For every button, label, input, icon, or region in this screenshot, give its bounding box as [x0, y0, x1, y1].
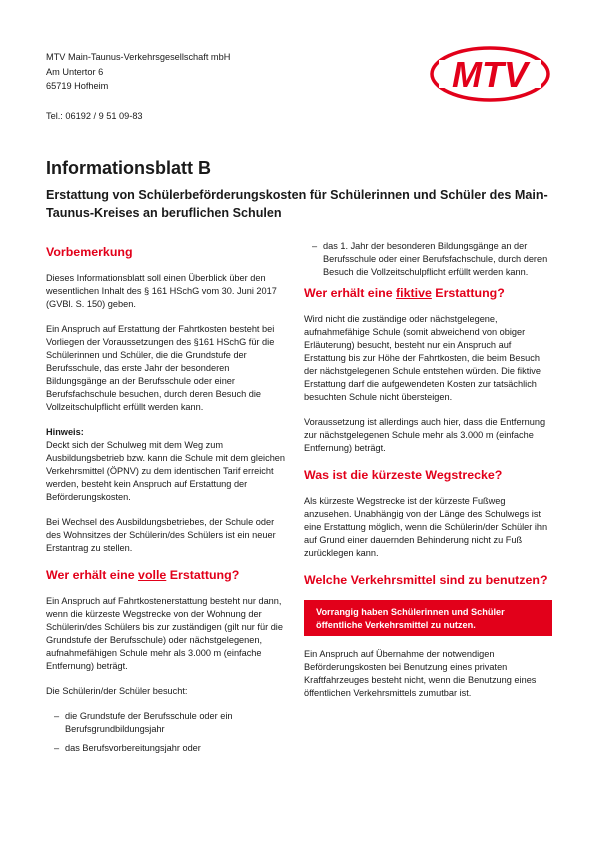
wegstrecke-paragraph: Als kürzeste Wegstrecke ist der kürzeste Fußweg anzusehen. Unabhängig von der Länge des Schulwegs ist eine Erstattung möglich, wenn die Schülerin/der Schüler ihn auf Grund einer dauernden Behinderung nicht zu Fuß zurücklegen kann.: [304, 496, 548, 558]
wechsel-paragraph: Bei Wechsel des Ausbildungsbetriebes, der Schule oder des Wohnsitzes der Schülerin/des Schülers ist ein neuer Erstantrag zu stellen.: [46, 517, 276, 553]
logo-text: MTV: [452, 54, 528, 95]
mtv-logo: [429, 45, 551, 103]
document-subtitle: Erstattung von Schülerbeförderungskosten für Schülerinnen und Schüler des Main-Taunus-Kreises an beruflichen Schulen: [46, 188, 548, 220]
hinweis-label: Hinweis:: [46, 427, 84, 437]
fahrtkosten-paragraph: Ein Anspruch auf Fahrtkostenerstattung besteht nur dann, wenn die kürzeste Wegstrecke von der Wohnung der Schülerin/des Schülers bis zur zuständigen (gilt nur für die Grundstufe der Berufsschule) oder nächstgelegenen, aufnahmefähigen Schule mehr als 3.000 m (einfache Entfernung) beträgt.: [46, 596, 283, 671]
besucht-paragraph: Die Schülerin/der Schüler besucht:: [46, 686, 188, 696]
left-column: [46, 244, 291, 761]
verkehrsmittel-heading: Welche Verkehrsmittel sind zu benutzen?: [304, 573, 548, 587]
anspruch-paragraph: Ein Anspruch auf Erstattung der Fahrtkosten besteht bei Vorliegen der Voraussetzungen des §161 HSchG für die Schülerinnen und Schüler, die die Grundstufe der Berufsschule, das erste Jahr der besonderen Bildungsgänge an der Berufsschule oder einer Berufsfachschule besuchen, durch deren Besuch die Vollzeitschulpflicht erfüllt werden kann.: [46, 324, 275, 412]
fiktive-word: fiktive: [396, 286, 432, 300]
right-column: [304, 240, 552, 712]
company-name: MTV Main-Taunus-Verkehrsgesellschaft mbH: [46, 52, 231, 62]
volle-pre: Wer erhält eine: [46, 568, 139, 582]
document-title: Informationsblatt B: [46, 158, 211, 178]
intro-paragraph: Dieses Informationsblatt soll einen Überblick über den wesentlichen Inhalt des § 161 HSchG vom 30. Juni 2017 (GVBl. S. 150) geben.: [46, 273, 277, 309]
kuerzeste-wegstrecke-heading: Was ist die kürzeste Wegstrecke?: [304, 468, 503, 482]
fiktive-paragraph: Wird nicht die zuständige oder nächstgelegene, aufnahmefähige Schule (somit abweichend von obiger Erläuterung) besucht, besteht nur ein Anspruch auf Erstattung bis zur Höhe der Fahrtkosten, die beim Besuch der nächstgelegenen Schule entstehen würden. Die fiktive Erstattung darf die aufgewendeten Kosten zur tatsächlich besuchten Schule nicht übersteigen.: [304, 314, 541, 402]
sender-address: [46, 50, 230, 123]
kraftfahrzeug-paragraph: Ein Anspruch auf Übernahme der notwendigen Beförderungskosten bei Benutzung eines privaten Kraftfahrzeuges besteht nicht, wenn die Benutzung eines öffentlichen Verkehrsmittels zumutbar ist.: [304, 649, 537, 698]
fiktive-post: Erstattung?: [431, 286, 505, 300]
fiktive-pre: Wer erhält eine: [304, 286, 397, 300]
besucht-list-continued: [304, 240, 552, 279]
company-phone: Tel.: 06192 / 9 51 09-83: [46, 110, 143, 121]
voraussetzung-paragraph: Voraussetzung ist allerdings auch hier, dass die Entfernung zur nächstgelegenen Schule mehr als 3.000 m (einfache Entfernung) beträgt.: [304, 417, 546, 453]
list-item: – das 1. Jahr der besonderen Bildungsgänge an der Berufsschule oder einer Berufsfachschule, durch deren Besuch die Vollzeitschulpflicht erfüllt werden kann.: [304, 240, 552, 279]
vorbemerkung-heading: Vorbemerkung: [46, 245, 133, 259]
list-item: – die Grundstufe der Berufsschule oder ein Berufsgrundbildungsjahr: [46, 710, 291, 736]
company-street: Am Untertor 6: [46, 66, 104, 77]
volle-word: volle: [138, 568, 167, 582]
besucht-list: [46, 710, 291, 755]
highlight-box: Vorrangig haben Schülerinnen und Schüler öffentliche Verkehrsmittel zu nutzen.: [304, 600, 552, 636]
hinweis-text: Deckt sich der Schulweg mit dem Weg zum Ausbildungsbetrieb bzw. kann die Schule mit dem gleichen Verkehrsmittel (ÖPNV) zu dem identischen Tarif erreicht werden, besteht kein Anspruch auf Erstattung der Beförderungskosten.: [46, 440, 286, 502]
fiktive-erstattung-heading: [304, 285, 552, 301]
volle-erstattung-heading: [46, 567, 291, 583]
volle-post: Erstattung?: [166, 568, 240, 582]
list-item: – das Berufsvorbereitungsjahr oder: [46, 742, 291, 755]
company-city: 65719 Hofheim: [46, 81, 109, 91]
hinweis-block: [46, 426, 291, 504]
